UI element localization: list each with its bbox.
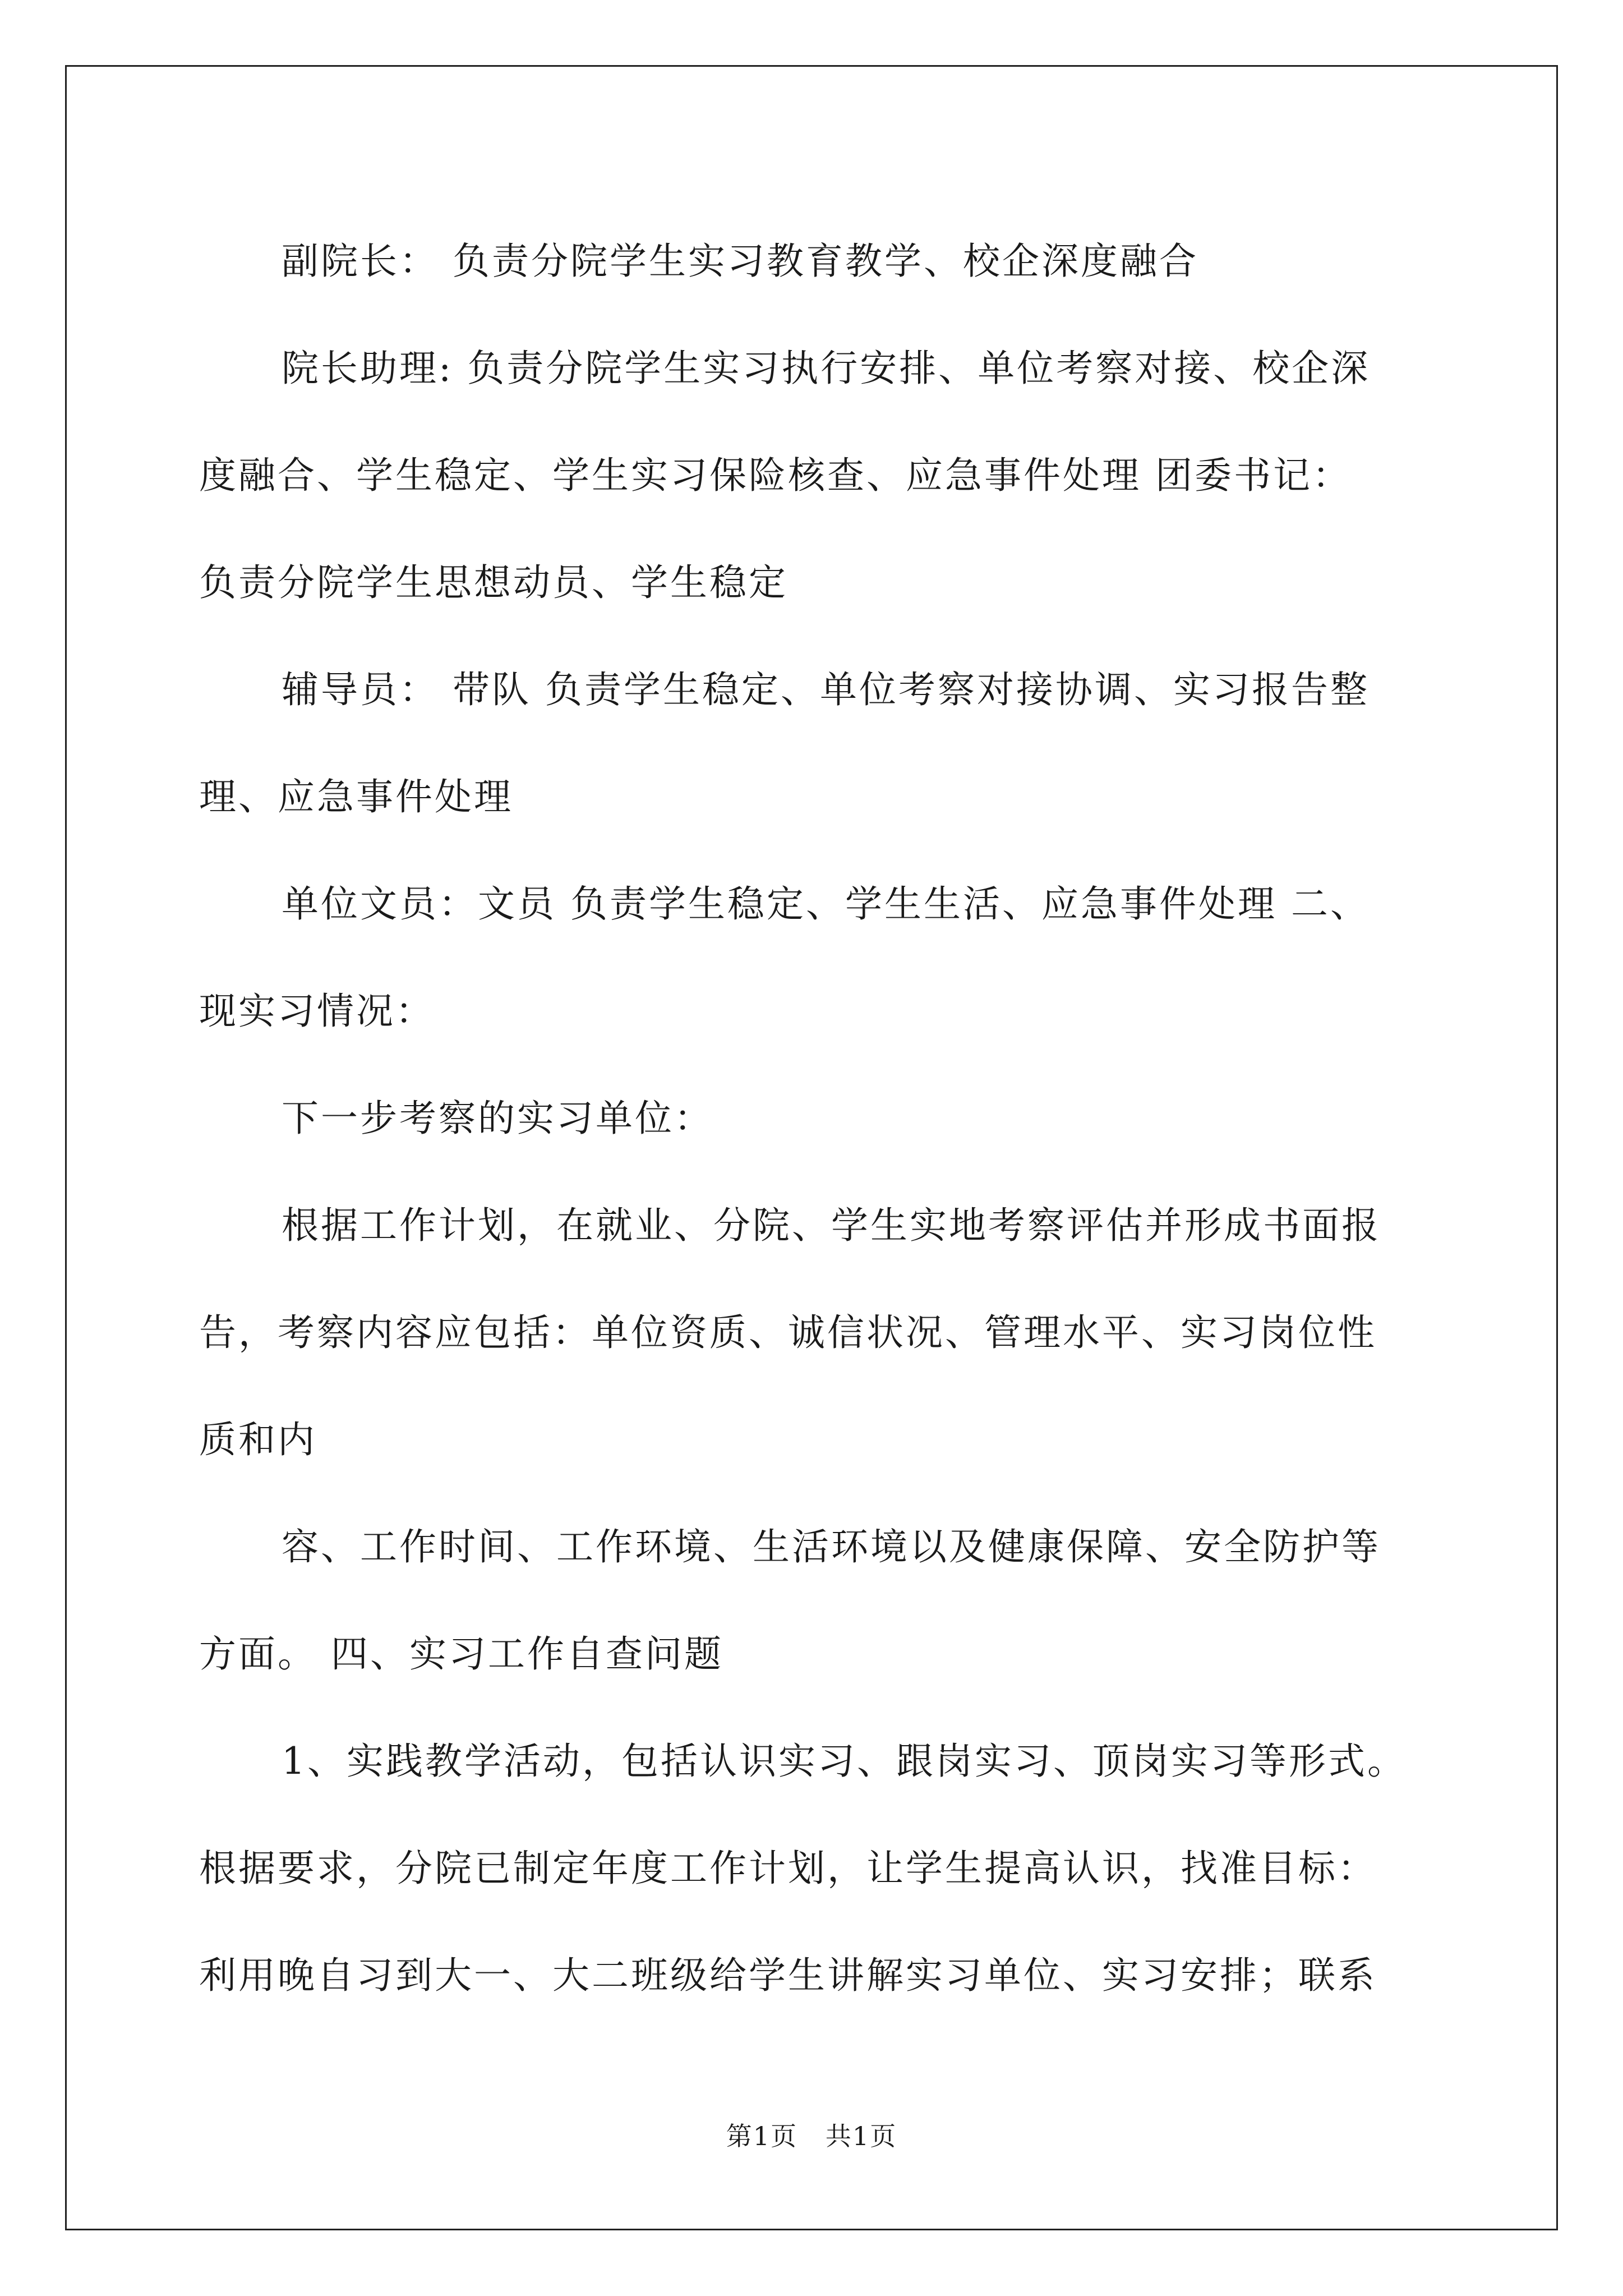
text-line: 理、应急事件处理	[199, 775, 513, 818]
text-line: 质和内	[199, 1418, 317, 1461]
text-line: 容、工作时间、工作环境、生活环境以及健康保障、安全防护等	[282, 1525, 1381, 1568]
text-line: 院长助理: 负责分院学生实习执行安排、单位考察对接、校企深	[282, 347, 1371, 390]
page-number-footer: 第1页 共1页	[726, 2121, 897, 2151]
text-line: 1、实践教学活动，包括认识实习、跟岗实习、顶岗实习等形式。	[282, 1740, 1407, 1783]
document-body	[199, 208, 1433, 2029]
text-line: 方面。 四、实习工作自查问题	[199, 1632, 723, 1676]
text-line: 根据工作计划，在就业、分院、学生实地考察评估并形成书面报	[282, 1204, 1381, 1247]
text-line: 告，考察内容应包括：单位资质、诚信状况、管理水平、实习岗位性	[199, 1311, 1377, 1354]
text-line: 根据要求，分院已制定年度工作计划，让学生提高认识，找准目标：	[199, 1847, 1377, 1890]
text-line: 度融合、学生稳定、学生实习保险核查、应急事件处理 团委书记：	[199, 454, 1352, 497]
text-line: 副院长： 负责分院学生实习教育教学、校企深度融合	[282, 240, 1198, 283]
text-line: 现实习情况：	[199, 990, 435, 1033]
text-line: 辅导员： 带队 负责学生稳定、单位考察对接协调、实习报告整	[282, 668, 1370, 711]
text-line: 利用晚自习到大一、大二班级给学生讲解实习单位、实习安排；联系	[199, 1954, 1377, 1997]
text-line: 负责分院学生思想动员、学生稳定	[199, 561, 788, 604]
text-line: 下一步考察的实习单位：	[282, 1097, 713, 1140]
text-line: 单位文员：文员 负责学生稳定、学生生活、应急事件处理 二、	[282, 882, 1370, 926]
